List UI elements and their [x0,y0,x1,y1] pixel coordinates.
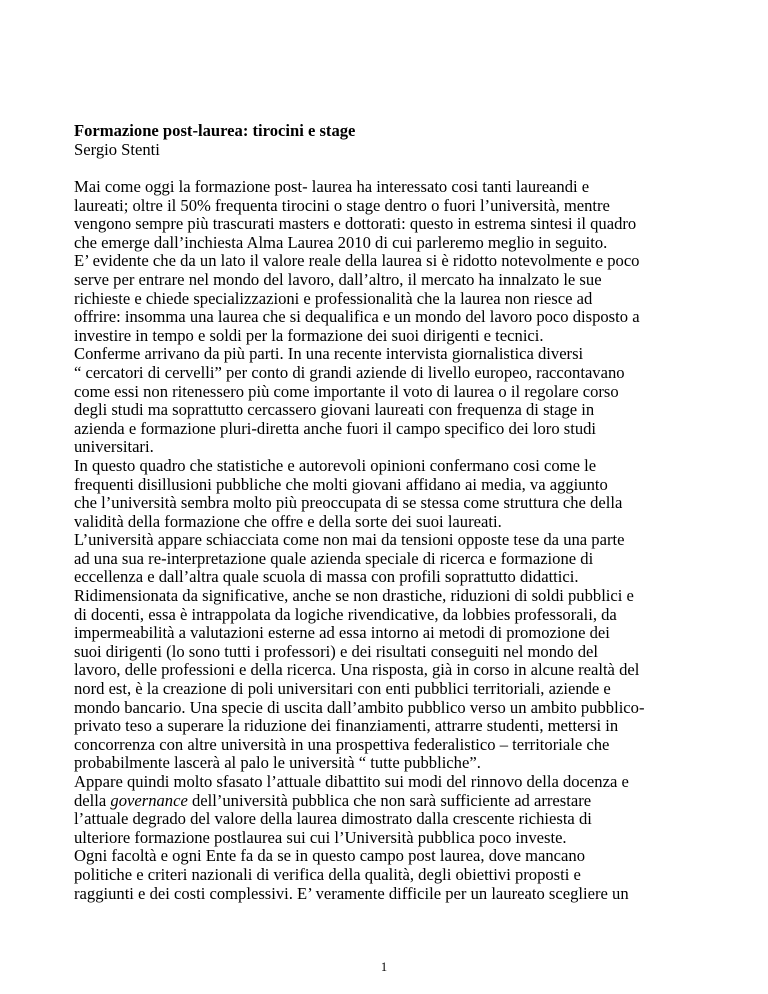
body-line: “ cercatori di cervelli” per conto di grandi aziende di livello europeo, raccontavano [74,362,625,382]
body-line: privato teso a superare la riduzione dei finanziamenti, attrarre studenti, mettersi in [74,716,619,736]
body-line: vengono sempre più trascurati masters e dottorati: questo in estrema sintesi il quadro [74,214,637,234]
body-line: In questo quadro che statistiche e autorevoli opinioni confermano cosi come le [74,455,597,475]
body-line: suoi dirigenti (lo sono tutti i professori) e dei risultati conseguiti nel mondo del [74,641,599,661]
body-line: mondo bancario. Una specie di uscita dall’ambito pubblico verso un ambito pubblico- [74,697,645,717]
title-block [74,122,355,159]
body-line: come essi non ritenessero più come importante il voto di laurea o il regolare corso [74,381,619,401]
body-text [74,178,764,903]
body-line: serve per entrare nel mondo del lavoro, dall’altro, il mercato ha innalzato le sue [74,269,602,289]
body-line: investire in tempo e soldi per la formazione dei suoi dirigenti e tecnici. [74,325,544,345]
body-line: richieste e chiede specializzazioni e professionalità che la laurea non riesce ad [74,288,593,308]
body-line: della governance dell’università pubblica che non sarà sufficiente ad arrestare [74,790,592,810]
body-line: ulteriore formazione postlaurea sui cui l’Università pubblica poco investe. [74,827,567,847]
body-line: Appare quindi molto sfasato l’attuale dibattito sui modi del rinnovo della docenza e [74,772,629,791]
body-line: ad una sua re-interpretazione quale azienda speciale di ricerca e formazione di [74,548,594,568]
body-line: di docenti, essa è intrappolata da logiche rivendicative, da lobbies professorali, da [74,604,617,624]
body-line: Ridimensionata da significative, anche se non drastiche, riduzioni di soldi pubblici e [74,586,634,606]
body-line: concorrenza con altre università in una prospettiva federalistico – territoriale che [74,734,610,754]
body-line: azienda e formazione pluri-diretta anche fuori il campo specifico dei loro studi [74,418,597,438]
document-title: Formazione post-laurea: tirocini e stage [74,121,356,140]
body-line: impermeabilità a valutazioni esterne ad essa intorno ai metodi di promozione dei [74,623,610,643]
page-number: 1 [380,960,388,974]
body-line: E’ evidente che da un lato il valore reale della laurea si è ridotto notevolmente e poco [74,251,640,271]
body-line: lavoro, delle professioni e della ricerca. Una risposta, già in corso in alcune realtà del [74,660,640,680]
body-line: Conferme arrivano da più parti. In una recente intervista giornalistica diversi [74,344,584,364]
body-line: l’attuale degrado del valore della laurea dimostrato dalla crescente richiesta di [74,809,592,829]
body-line: raggiunti e dei costi complessivi. E’ veramente difficile per un laureato scegliere un [74,883,629,903]
body-line: che l’università sembra molto più preoccupata di se stessa come struttura che della [74,493,623,513]
body-line: eccellenza e dall’altra quale scuola di massa con profili soprattutto didattici. [74,567,579,587]
body-line: laureati; oltre il 50% frequenta tirocini o stage dentro o fuori l’università, mentre [74,195,610,215]
body-line: degli studi ma soprattutto cercassero giovani laureati con frequenza di stage in [74,400,595,420]
body-line: che emerge dall’inchiesta Alma Laurea 2010 di cui parleremo meglio in seguito. [74,232,608,252]
document-author: Sergio Stenti [74,139,160,159]
body-line: offrire: insomma una laurea che si dequalifica e un mondo del lavoro poco disposto a [74,307,640,327]
body-line: L’università appare schiacciata come non mai da tensioni opposte tese da una parte [74,530,625,550]
body-line: Ogni facoltà e ogni Ente fa da se in questo campo post laurea, dove mancano [74,846,586,866]
body-line: frequenti disillusioni pubbliche che molti giovani affidano ai media, va aggiunto [74,474,608,494]
body-line: politiche e criteri nazionali di verifica della qualità, degli obiettivi proposti e [74,864,581,884]
body-line: validità della formazione che offre e della sorte dei suoi laureati. [74,511,502,531]
body-line: nord est, è la creazione di poli universitari con enti pubblici territoriali, aziende e [74,679,611,699]
body-line: probabilmente lascerà al palo le università “ tutte pubbliche”. [74,753,481,773]
body-line: universitari. [74,437,154,457]
body-line: Mai come oggi la formazione post- laurea ha interessato cosi tanti laureandi e [74,177,590,196]
